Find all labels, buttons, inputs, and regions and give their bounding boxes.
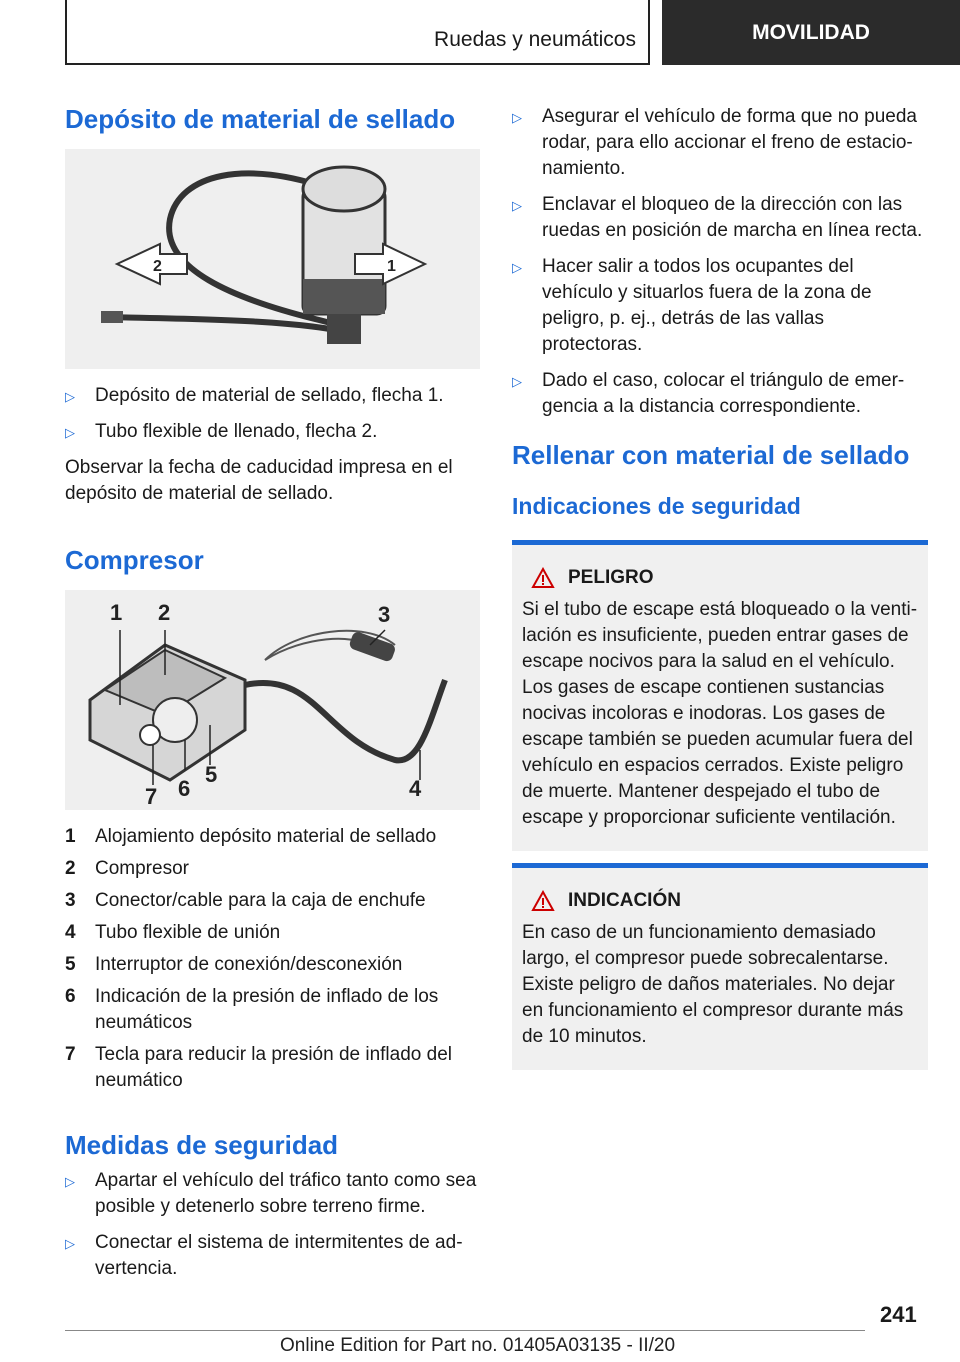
notice-box [512,863,928,1070]
left-column [65,104,480,1292]
sealant-illustration [65,149,480,369]
callout-3: 3 [378,602,391,627]
callout-4: 4 [409,776,422,801]
bullet-triangle-icon: ▷ [65,389,75,404]
deposit-note: Observar la fecha de caducidad impresa en el depósito de material de sellado. [65,457,453,504]
notice-text: En caso de un funcionamiento demasiado largo, el compresor puede sobrecalentarse. Existe peligro de daños materiales. No dejar en funcionamiento el compresor durante más de 10 minutos. [522,922,904,1047]
bullet-triangle-icon: ▷ [512,374,522,389]
bullet-triangle-icon: ▷ [512,110,522,125]
heading-deposit: Depósito de material de sellado [65,104,456,134]
danger-text: Si el tubo de escape está bloqueado o la ventilación es insuficiente, pueden entrar gases de escape nocivos para la salud en el vehículo. Los gases de escape contienen sustancias nocivas incoloras e inodoras. Los gases de escape también se pueden acumular fuera del vehículo en espacios cerrados. Existe peligro de muerte. Mantener despejado el tubo de escape y proporcionar suficiente ventilación. [522,599,918,828]
arrow-label-1: 1 [387,258,396,275]
bullet-triangle-icon: ▷ [512,198,522,213]
footer-rule [65,1330,865,1331]
bullet-triangle-icon: ▷ [65,425,75,440]
legend-item: 3 Conector/cable para la caja de enchufe [65,890,426,911]
heading-medidas: Medidas de seguridad [65,1130,339,1160]
header-chapter-tab[interactable]: MOVILIDAD [662,0,960,65]
callout-5: 5 [205,762,218,787]
heading-rellenar: Rellenar con material de sellado [512,440,910,470]
callout-2: 2 [158,600,171,625]
bullet-triangle-icon: ▷ [65,1174,75,1189]
bullet-triangle-icon: ▷ [512,260,522,275]
arrow-label-2: 2 [153,258,162,275]
heading-compresor: Compresor [65,545,204,575]
header-section: Ruedas y neumáticos [434,28,636,51]
legend-item: 7 Tecla para reducir la presión de inflado del neumático [65,1044,452,1091]
bullet-triangle-icon: ▷ [65,1236,75,1251]
callout-6: 6 [178,776,191,801]
page-number: 241 [880,1302,917,1327]
compressor-figure [65,590,480,810]
warning-triangle-icon [528,890,558,912]
right-bullet: ▷ Enclavar el bloqueo de la dirección con las ruedas en posición de marcha en línea recta. [512,192,928,244]
right-column [512,104,928,1070]
callout-7: 7 [145,784,158,809]
danger-heading [522,567,918,589]
right-bullet: ▷ Hacer salir a todos los ocupantes del vehículo y situarlos fuera de la zona de peligro, p. ej., detrás de las vallas protectoras. [512,254,928,358]
warning-triangle-icon [528,567,558,589]
medidas-bullet: ▷ Conectar el sistema de intermitentes de advertencia. [65,1230,480,1282]
footer-edition: Online Edition for Part no. 01405A03135 - II/20 [280,1335,676,1356]
header-divider [648,0,650,64]
legend-item: 1 Alojamiento depósito material de sellado [65,826,437,847]
legend-item: 4 Tubo flexible de unión [65,922,281,943]
deposit-bullet: ▷ Tubo flexible de llenado, flecha 2. [65,419,480,445]
notice-title: INDICACIÓN [568,890,681,911]
danger-title: PELIGRO [568,567,654,588]
callout-1: 1 [110,600,123,625]
header-underline [65,63,650,65]
legend-item: 2 Compresor [65,858,189,879]
right-bullet: ▷ Dado el caso, colocar el triángulo de emergencia a la distancia correspondiente. [512,368,928,420]
legend-item: 5 Interruptor de conexión/desconexión [65,954,403,975]
notice-heading [522,890,918,912]
deposit-bullet: ▷ Depósito de material de sellado, flecha 1. [65,383,480,409]
sealant-container-figure [65,149,480,369]
danger-box [512,540,928,851]
header-rule [65,0,67,64]
legend-item: 6 Indicación de la presión de inflado de los neumáticos [65,986,439,1033]
right-bullet: ▷ Asegurar el vehículo de forma que no pueda rodar, para ello accionar el freno de estacionamiento. [512,104,928,182]
compressor-legend [65,824,480,1094]
heading-indicaciones: Indicaciones de seguridad [512,493,801,519]
medidas-bullet: ▷ Apartar el vehículo del tráfico tanto como sea posible y detenerlo sobre terreno firme. [65,1168,480,1220]
